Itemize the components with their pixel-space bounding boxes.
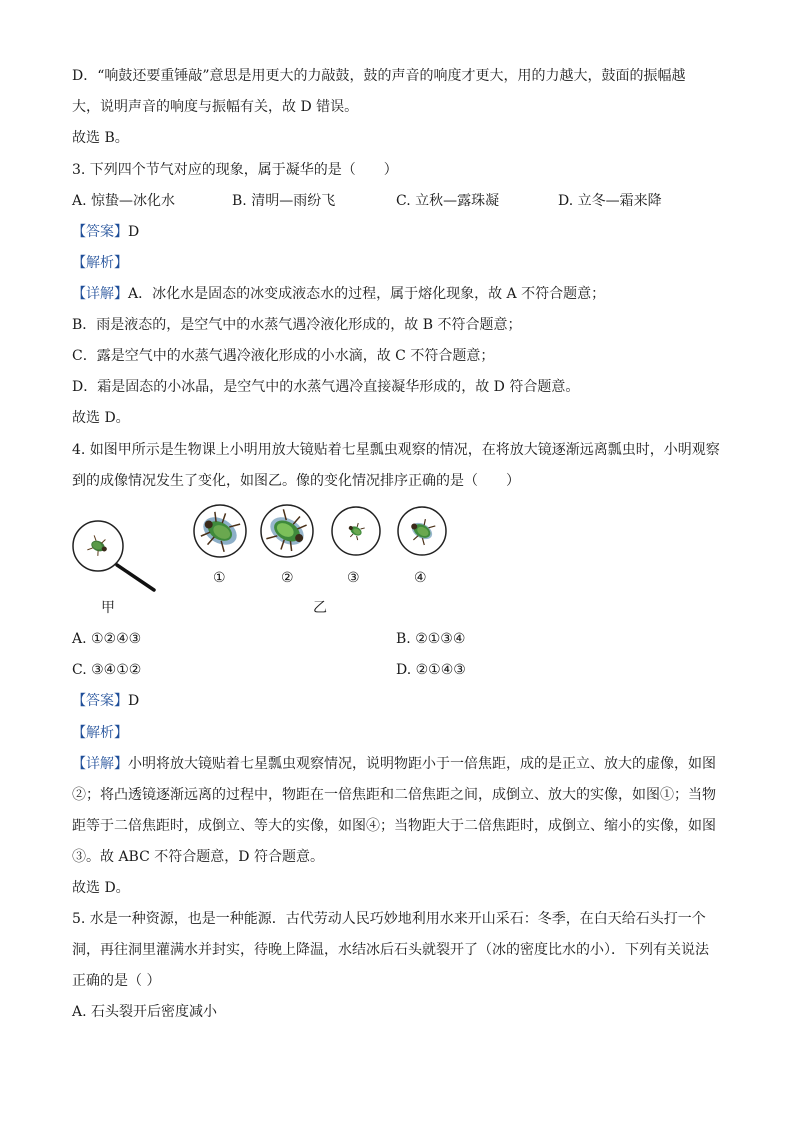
q4-choose: 故选 D。 [72, 880, 130, 896]
q4-stem-line1: 4. 如图甲所示是生物课上小明用放大镜贴着七星瓢虫观察的情况，在将放大镜逐渐远离瓢虫时，小明观察 [72, 442, 720, 458]
q4-option-a: A. ①②④③ [72, 631, 142, 647]
fig-label-4: ④ [414, 570, 427, 586]
q4-option-c: C. ③④①② [72, 662, 142, 678]
detail-tag: 【详解】 [72, 286, 128, 302]
q3-detail-line2: B．雨是液态的，是空气中的水蒸气遇冷液化形成的，故 B 不符合题意； [72, 317, 522, 333]
image-3 [332, 507, 380, 555]
beetle-images-figure [192, 504, 454, 564]
q2-option-d-line1: D．“响鼓还要重锤敲”意思是用更大的力敲鼓，鼓的声音的响度才更大，用的力越大，鼓面的振幅越 [72, 68, 686, 84]
q3-detail-line3: C．露是空气中的水蒸气遇冷液化形成的小水滴，故 C 不符合题意； [72, 348, 495, 364]
answer-tag: 【答案】 [72, 693, 128, 709]
q3-option-b: B. 清明—雨纷飞 [232, 193, 336, 209]
q4-analysis-tag: 【解析】 [72, 725, 128, 741]
q3-analysis-tag: 【解析】 [72, 255, 128, 271]
q3-stem: 3. 下列四个节气对应的现象，属于凝华的是（ ） [72, 162, 398, 178]
image-4 [398, 507, 446, 555]
image-2 [261, 505, 313, 557]
detail-text: 小明将放大镜贴着七星瓢虫观察情况，说明物距小于一倍焦距，成的是正立、放大的虚像，如图 [128, 756, 716, 772]
q5-option-a: A. 石头裂开后密度减小 [72, 1004, 218, 1020]
q3-answer [72, 222, 139, 242]
q4-detail-line4: ③。故 ABC 不符合题意，D 符合题意。 [72, 849, 324, 865]
answer-value: D [128, 693, 140, 709]
image-1 [194, 505, 246, 557]
fig-label-yi: 乙 [313, 600, 327, 616]
q4-detail-line2: ②；将凸透镜逐渐远离的过程中，物距在一倍焦距和二倍焦距之间，成倒立、放大的实像，如图①；当物 [72, 787, 716, 803]
fig-label-2: ② [281, 570, 294, 586]
q5-stem-line2: 洞，再往洞里灌满水并封实，待晚上降温，水结冰后石头就裂开了（冰的密度比水的小）．下列有关说法 [72, 942, 709, 958]
fig-label-jia: 甲 [101, 600, 115, 616]
fig-label-3: ③ [347, 570, 360, 586]
q4-option-d: D. ②①④③ [396, 662, 466, 678]
answer-value: D [128, 224, 140, 240]
q4-detail-line3: 距等于二倍焦距时，成倒立、等大的实像，如图④；当物距大于二倍焦距时，成倒立、缩小的实像，如图 [72, 818, 716, 834]
q3-detail-line4: D．霜是固态的小冰晶，是空气中的水蒸气遇冷直接凝华形成的，故 D 符合题意。 [72, 379, 580, 395]
magnifier-figure [70, 512, 166, 594]
q3-detail-line1 [72, 284, 605, 304]
detail-text: A．冰化水是固态的冰变成液态水的过程，属于熔化现象，故 A 不符合题意； [128, 286, 606, 302]
q2-option-d-line2: 大，说明声音的响度与振幅有关，故 D 错误。 [72, 99, 359, 115]
fig-label-1: ① [213, 570, 226, 586]
q3-option-a: A. 惊蛰—冰化水 [72, 193, 176, 209]
detail-tag: 【详解】 [72, 756, 128, 772]
q4-stem-line2: 到的成像情况发生了变化，如图乙。像的变化情况排序正确的是（ ） [72, 473, 520, 489]
q3-choose: 故选 D。 [72, 410, 130, 426]
answer-tag: 【答案】 [72, 224, 128, 240]
q3-option-d: D. 立冬—霜来降 [558, 193, 662, 209]
q4-answer [72, 691, 139, 711]
q5-stem-line1: 5. 水是一种资源，也是一种能源．古代劳动人民巧妙地利用水来开山采石：冬季，在白天给石头打一个 [72, 911, 706, 927]
q5-stem-line3: 正确的是（ ） [72, 973, 161, 989]
q4-detail-line1 [72, 754, 716, 774]
q4-option-b: B. ②①③④ [396, 631, 466, 647]
q3-option-c: C. 立秋—露珠凝 [396, 193, 500, 209]
q2-choose: 故选 B。 [72, 130, 129, 146]
